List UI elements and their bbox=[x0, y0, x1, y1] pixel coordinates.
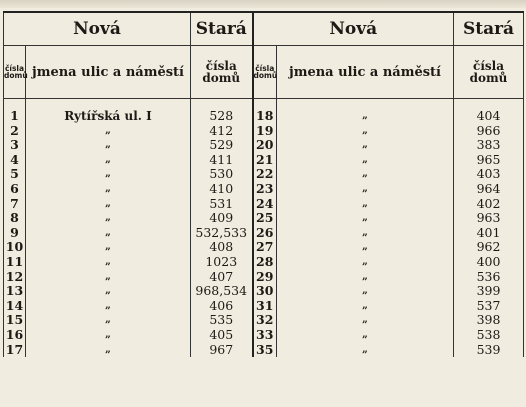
house-number-new: 23 bbox=[253, 182, 277, 197]
house-number-new: 5 bbox=[4, 167, 26, 182]
street-name: „ bbox=[26, 182, 191, 197]
subheader-old-left: čísla domů bbox=[191, 46, 253, 99]
street-name: „ bbox=[277, 182, 454, 197]
house-number-old: 530 bbox=[191, 167, 253, 182]
table-row bbox=[4, 240, 524, 255]
house-number-new: 9 bbox=[4, 226, 26, 241]
house-number-new: 16 bbox=[4, 328, 26, 343]
house-number-new: 14 bbox=[4, 299, 26, 314]
house-number-old: 411 bbox=[191, 153, 253, 168]
street-name: Rytířská ul. I bbox=[26, 99, 191, 124]
table-row bbox=[4, 124, 524, 139]
house-number-new: 6 bbox=[4, 182, 26, 197]
house-number-new: 3 bbox=[4, 138, 26, 153]
house-number-old: 407 bbox=[191, 270, 253, 285]
street-name: „ bbox=[277, 270, 454, 285]
page-edge-band bbox=[0, 0, 526, 8]
house-number-old: 405 bbox=[191, 328, 253, 343]
street-name: „ bbox=[26, 240, 191, 255]
house-number-old: 1023 bbox=[191, 255, 253, 270]
subheader-number-left: čísla domů bbox=[4, 46, 26, 99]
house-number-new: 19 bbox=[253, 124, 277, 139]
table-row bbox=[4, 299, 524, 314]
street-name: „ bbox=[26, 167, 191, 182]
house-number-old: 529 bbox=[191, 138, 253, 153]
subheader-street-right: jmena ulic a náměstí bbox=[277, 46, 454, 99]
house-number-old: 400 bbox=[454, 255, 524, 270]
table-body bbox=[4, 99, 524, 358]
street-name: „ bbox=[26, 124, 191, 139]
house-number-old: 403 bbox=[454, 167, 524, 182]
street-name: „ bbox=[277, 197, 454, 212]
house-number-old: 538 bbox=[454, 328, 524, 343]
table-row bbox=[4, 284, 524, 299]
house-number-old: 965 bbox=[454, 153, 524, 168]
house-number-new: 30 bbox=[253, 284, 277, 299]
street-name: „ bbox=[26, 138, 191, 153]
house-number-new: 8 bbox=[4, 211, 26, 226]
subheader-old-right: čísla domů bbox=[454, 46, 524, 99]
table-row bbox=[4, 138, 524, 153]
street-name: „ bbox=[277, 299, 454, 314]
table-row bbox=[4, 270, 524, 285]
street-name: „ bbox=[26, 153, 191, 168]
street-name: „ bbox=[277, 153, 454, 168]
house-number-new: 12 bbox=[4, 270, 26, 285]
street-name: „ bbox=[26, 226, 191, 241]
house-number-new: 18 bbox=[253, 99, 277, 124]
house-number-old: 406 bbox=[191, 299, 253, 314]
street-name: „ bbox=[26, 328, 191, 343]
house-number-new: 17 bbox=[4, 343, 26, 358]
house-number-new: 31 bbox=[253, 299, 277, 314]
house-number-new: 2 bbox=[4, 124, 26, 139]
street-name: „ bbox=[26, 299, 191, 314]
house-number-new: 33 bbox=[253, 328, 277, 343]
house-number-old: 963 bbox=[454, 211, 524, 226]
house-number-old: 401 bbox=[454, 226, 524, 241]
house-number-new: 27 bbox=[253, 240, 277, 255]
house-number-old: 966 bbox=[454, 124, 524, 139]
house-number-new: 22 bbox=[253, 167, 277, 182]
house-number-new: 10 bbox=[4, 240, 26, 255]
house-number-old: 536 bbox=[454, 270, 524, 285]
house-number-new: 21 bbox=[253, 153, 277, 168]
street-name: „ bbox=[26, 284, 191, 299]
street-name: „ bbox=[277, 313, 454, 328]
street-name: „ bbox=[26, 211, 191, 226]
street-name: „ bbox=[26, 343, 191, 358]
house-number-old: 408 bbox=[191, 240, 253, 255]
street-name: „ bbox=[26, 197, 191, 212]
house-number-old: 535 bbox=[191, 313, 253, 328]
street-name: „ bbox=[277, 138, 454, 153]
header-new-right: Nová bbox=[253, 12, 454, 46]
house-number-new: 35 bbox=[253, 343, 277, 358]
street-name: „ bbox=[277, 211, 454, 226]
house-number-old: 528 bbox=[191, 99, 253, 124]
street-name: „ bbox=[277, 284, 454, 299]
header-new-left: Nová bbox=[4, 12, 191, 46]
house-number-old: 964 bbox=[454, 182, 524, 197]
house-number-old: 383 bbox=[454, 138, 524, 153]
table-row bbox=[4, 167, 524, 182]
house-number-old: 531 bbox=[191, 197, 253, 212]
house-number-old: 398 bbox=[454, 313, 524, 328]
table-row bbox=[4, 226, 524, 241]
table-row bbox=[4, 328, 524, 343]
house-number-new: 20 bbox=[253, 138, 277, 153]
table-row bbox=[4, 255, 524, 270]
street-name: „ bbox=[277, 255, 454, 270]
street-name: „ bbox=[277, 99, 454, 124]
street-name: „ bbox=[26, 270, 191, 285]
table-row bbox=[4, 343, 524, 358]
house-number-new: 13 bbox=[4, 284, 26, 299]
house-number-old: 412 bbox=[191, 124, 253, 139]
house-number-old: 532,533 bbox=[191, 226, 253, 241]
header-old-left: Stará bbox=[191, 12, 253, 46]
house-number-old: 404 bbox=[454, 99, 524, 124]
house-number-new: 11 bbox=[4, 255, 26, 270]
header-old-right: Stará bbox=[454, 12, 524, 46]
house-number-new: 15 bbox=[4, 313, 26, 328]
house-number-new: 7 bbox=[4, 197, 26, 212]
house-number-old: 537 bbox=[454, 299, 524, 314]
table-row bbox=[4, 313, 524, 328]
street-name: „ bbox=[277, 328, 454, 343]
house-number-new: 4 bbox=[4, 153, 26, 168]
house-number-new: 1 bbox=[4, 99, 26, 124]
table-row bbox=[4, 99, 524, 124]
table-row bbox=[4, 211, 524, 226]
house-number-old: 962 bbox=[454, 240, 524, 255]
subheader-number-right: čísla domů bbox=[253, 46, 277, 99]
street-name: „ bbox=[277, 226, 454, 241]
house-number-old: 409 bbox=[191, 211, 253, 226]
street-name: „ bbox=[26, 255, 191, 270]
street-name: „ bbox=[277, 343, 454, 358]
house-number-new: 26 bbox=[253, 226, 277, 241]
table-row bbox=[4, 182, 524, 197]
house-number-new: 32 bbox=[253, 313, 277, 328]
street-name: „ bbox=[277, 240, 454, 255]
street-name: „ bbox=[26, 313, 191, 328]
table-row bbox=[4, 197, 524, 212]
house-number-new: 24 bbox=[253, 197, 277, 212]
house-number-new: 25 bbox=[253, 211, 277, 226]
table-row bbox=[4, 153, 524, 168]
house-number-new: 29 bbox=[253, 270, 277, 285]
house-number-old: 402 bbox=[454, 197, 524, 212]
subheader-street-left: jmena ulic a náměstí bbox=[26, 46, 191, 99]
house-number-old: 967 bbox=[191, 343, 253, 358]
house-number-old: 968,534 bbox=[191, 284, 253, 299]
street-name: „ bbox=[277, 124, 454, 139]
house-number-old: 410 bbox=[191, 182, 253, 197]
house-number-new: 28 bbox=[253, 255, 277, 270]
house-number-old: 399 bbox=[454, 284, 524, 299]
house-number-old: 539 bbox=[454, 343, 524, 358]
house-number-table bbox=[3, 11, 524, 357]
street-name: „ bbox=[277, 167, 454, 182]
